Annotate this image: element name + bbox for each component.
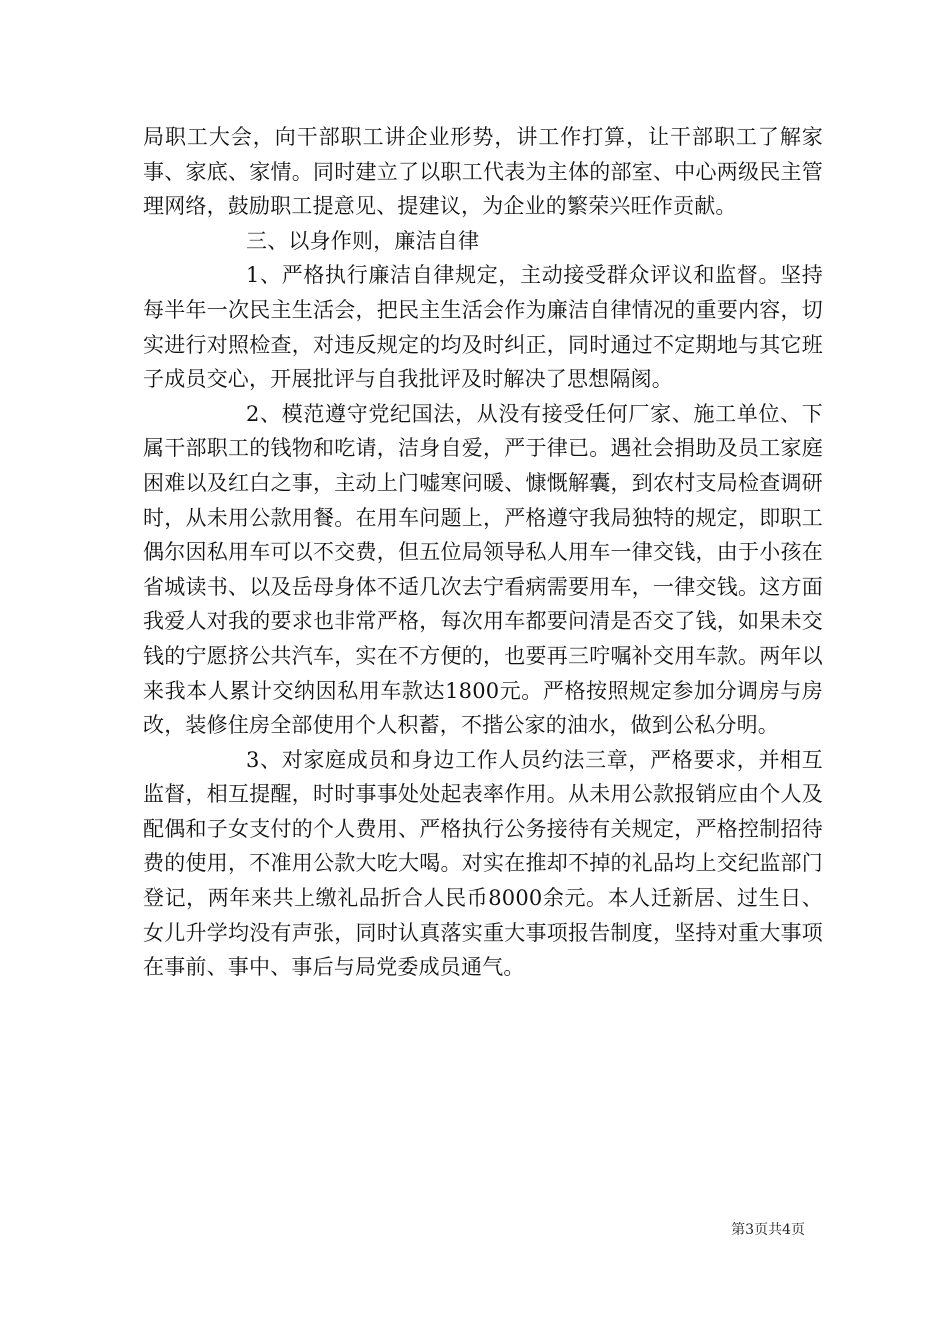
paragraph-item-1: 1、严格执行廉洁自律规定，主动接受群众评议和监督。坚持每半年一次民主生活会，把民主生活会作为廉洁自律情况的重要内容，切实进行对照检查，对违反规定的均及时纠正，同时通过不定期地与其它班子成员交心，开展批评与自我批评及时解决了思想隔阂。 (143, 263, 823, 392)
paragraph-intro: 局职工大会，向干部职工讲企业形势，讲工作打算，让干部职工了解家事、家底、家情。同时建立了以职工代表为主体的部室、中心两级民主管理网络，鼓励职工提意见、提建议，为企业的繁荣兴旺作贡献。 (143, 125, 823, 219)
document-body (143, 120, 823, 985)
section-heading: 三、以身作则，廉洁自律 (246, 228, 480, 253)
page-number: 第3页共4页 (731, 1222, 805, 1238)
paragraph-item-3: 3、对家庭成员和身边工作人员约法三章，严格要求，并相互监督，相互提醒，时时事事处处起表率作用。从未用公款报销应由个人及配偶和子女支付的个人费用、严格执行公务接待有关规定，严格控制招待费的使用，不准用公款大吃大喝。对实在推却不掉的礼品均上交纪监部门登记，两年来共上缴礼品折合人民币8000余元。本人迁新居、过生日、女儿升学均没有声张，同时认真落实重大事项报告制度，坚持对重大事项在事前、事中、事后与局党委成员通气。 (143, 747, 823, 980)
paragraph-item-2: 2、模范遵守党纪国法，从没有接受任何厂家、施工单位、下属干部职工的钱物和吃请，洁身自爱，严于律已。遇社会捐助及员工家庭困难以及红白之事，主动上门嘘寒问暖、慷慨解囊，到农村支局检查调研时，从未用公款用餐。在用车问题上，严格遵守我局独特的规定，即职工偶尔因私用车可以不交费，但五位局领导私人用车一律交钱，由于小孩在省城读书、以及岳母身体不适几次去宁看病需要用车，一律交钱。这方面我爱人对我的要求也非常严格，每次用车都要问清是否交了钱，如果未交钱的宁愿挤公共汽车，实在不方便的，也要再三咛嘱补交用车款。两年以来我本人累计交纳因私用车款达1800元。严格按照规定参加分调房与房改，装修住房全部使用个人积蓄，不揩公家的油水，做到公私分明。 (143, 401, 823, 738)
